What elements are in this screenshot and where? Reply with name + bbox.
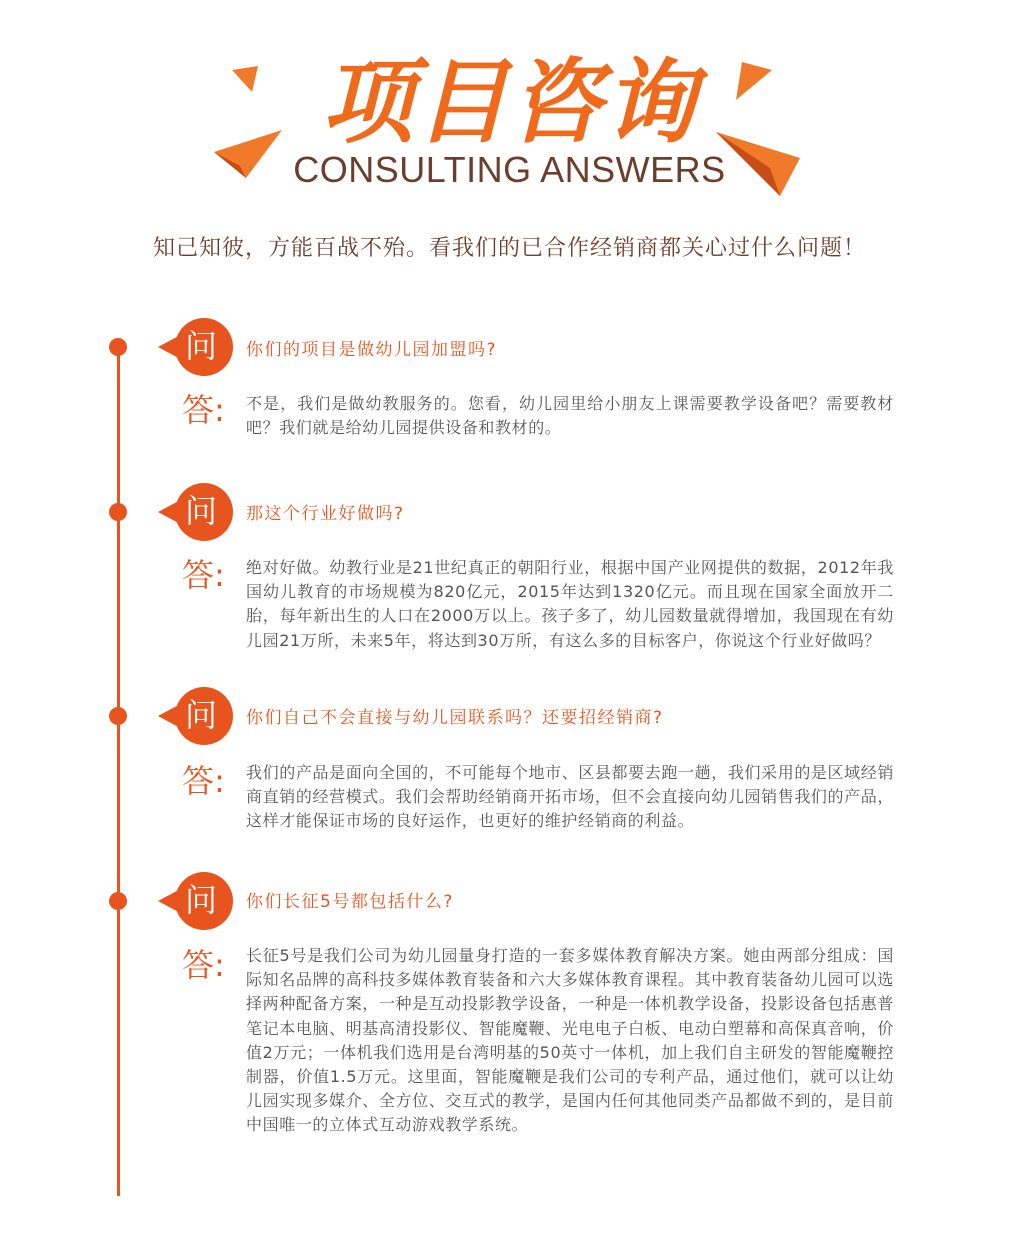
question-text: 那这个行业好做吗? bbox=[246, 504, 405, 524]
timeline-dot bbox=[109, 338, 127, 356]
answer-text: 长征5号是我们公司为幼儿园量身打造的一套多媒体教育解决方案。她由两部分组成：国际知名品牌的高科技多媒体教育装备和六大多媒体教育课程。其中教育装备幼儿园可以选择两种配备方案，一种是互动投影教学设备，一种是一体机教学设备，投影设备包括惠普笔记本电脑、明基高清投影仪、智能魔鞭、光电电子白板、电动白塑幕和高保真音响，价值2万元；一体机我们选用是台湾明基的50英寸一体机，加上我们自主研发的智能魔鞭控制器，价值1.5万元。这里面，智能魔鞭是我们公司的专利产品，通过他们，就可以让幼儿园实现多媒介、全方位、交互式的教学，是国内任何其他同类产品都做不到的，是目前中国唯一的立体式互动游戏教学系统。 bbox=[246, 946, 894, 1135]
question-label: 问 bbox=[184, 696, 217, 734]
question-label: 问 bbox=[184, 492, 217, 530]
question-label: 问 bbox=[184, 327, 217, 365]
question-text: 你们自己不会直接与幼儿园联系吗？还要招经销商? bbox=[246, 708, 664, 728]
timeline-dot bbox=[109, 503, 127, 521]
page-title: 项目咨询 bbox=[321, 49, 698, 156]
timeline-dot bbox=[109, 892, 127, 910]
answer-label: 答: bbox=[182, 946, 225, 984]
answer-label: 答: bbox=[182, 762, 225, 800]
timeline-dot bbox=[109, 707, 127, 725]
page-subtitle: CONSULTING ANSWERS bbox=[293, 149, 726, 190]
answer-label: 答: bbox=[182, 556, 225, 594]
intro-text: 知己知彼，方能百战不殆。看我们的已合作经销商都关心过什么问题！ bbox=[152, 236, 866, 261]
answer-text: 绝对好做。幼教行业是21世纪真正的朝阳行业，根据中国产业网提供的数据，2012年我国幼儿教育的市场规模为820亿元，2015年达到1320亿元。而且现在国家全面放开二胎，每年新出生的人口在2000万以上。孩子多了，幼儿园数量就得增加，我国现在有幼儿园21万所，未来5年，将达到30万所，有这么多的目标客户，你说这个行业好做吗？ bbox=[246, 558, 894, 650]
answer-text: 我们的产品是面向全国的，不可能每个地市、区县都要去跑一趟，我们采用的是区域经销商直销的经营模式。我们会帮助经销商开拓市场，但不会直接向幼儿园销售我们的产品，这样才能保证市场的良好运作，也更好的维护经销商的利益。 bbox=[246, 763, 894, 831]
question-label: 问 bbox=[184, 881, 217, 919]
timeline-line bbox=[117, 346, 120, 1196]
answer-label: 答: bbox=[182, 391, 225, 429]
question-text: 你们长征5号都包括什么? bbox=[246, 892, 454, 912]
answer-text: 不是，我们是做幼教服务的。您看，幼儿园里给小朋友上课需要教学设备吧？需要教材吧？我们就是给幼儿园提供设备和教材的。 bbox=[246, 394, 894, 438]
question-text: 你们的项目是做幼儿园加盟吗? bbox=[246, 340, 498, 360]
